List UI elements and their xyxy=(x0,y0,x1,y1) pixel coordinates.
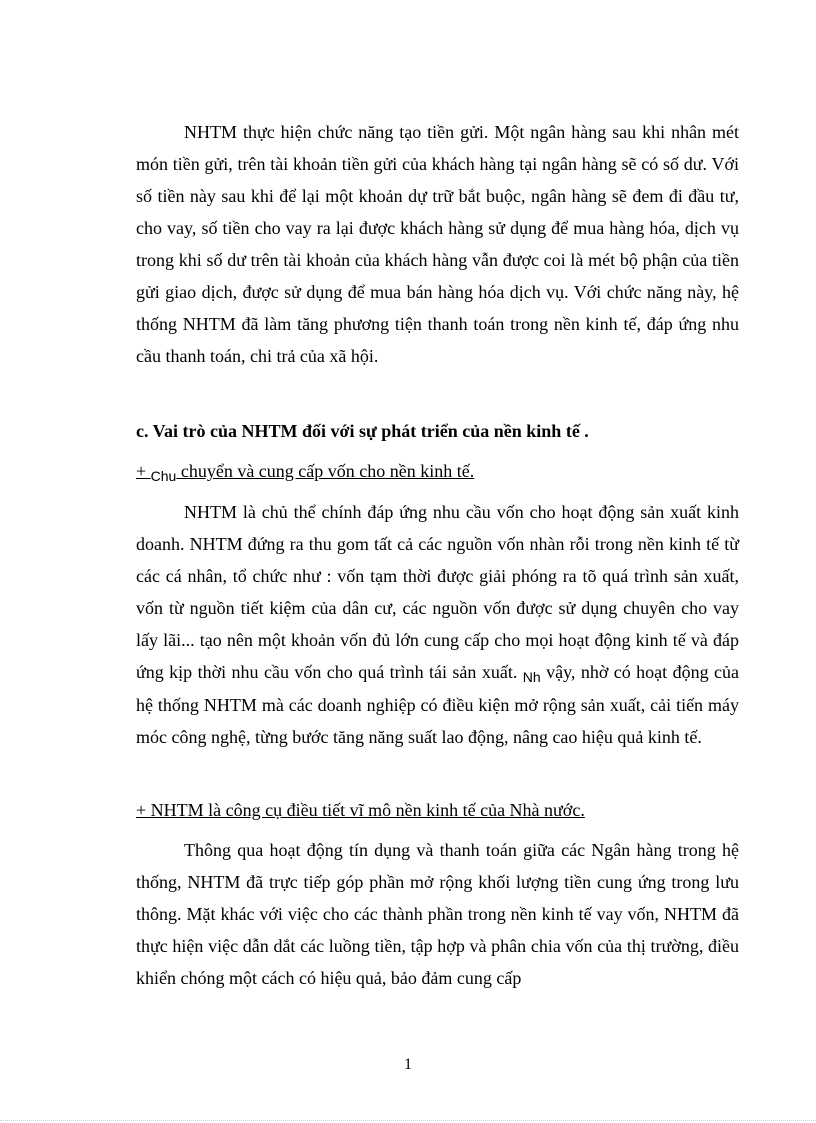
paragraph-deposit-creation: NHTM thực hiện chức năng tạo tiền gửi. Một ngân hàng sau khi nhân mét món tiền gửi, trên tài khoản tiền gửi của khách hàng tại ngân hàng sẽ có số dư. Với số tiền này sau khi để lại một khoản dự trữ bắt buộc, ngân hàng sẽ đem đi đầu tư, cho vay, số tiền cho vay ra lại được khách hàng sử dụng để mua hàng hóa, dịch vụ trong khi số dư trên tài khoản của khách hàng vẫn được coi là mét bộ phận của tiền gửi giao dịch, được sử dụng để mua bán hàng hóa dịch vụ. Với chức năng này, hệ thống NHTM đã làm tăng phương tiện thanh toán trong nền kinh tế, đáp ứng nhu cầu thanh toán, chi trả của xã hội. xyxy=(136,122,739,366)
subheading-prefix: + xyxy=(136,461,151,481)
paragraph-capital-supply xyxy=(136,496,739,753)
subheading-macro-regulation: + NHTM là công cụ điều tiết vĩ mô nền kinh tế của Nhà nước. xyxy=(136,800,585,820)
subheading-rest: chuyển và cung cấp vốn cho nền kinh tế. xyxy=(176,461,475,481)
paragraph-odd-text: Nh xyxy=(522,669,541,685)
subheading-capital-supply xyxy=(136,455,739,488)
paragraph-part2: vậy, nhờ có hoạt động của hệ thống NHTM mà các doanh nghiệp có điều kiện mở rộng sản xuất, cải tiến máy móc công nghệ, từng bước tăng năng suất lao động, nâng cao hiệu quả kinh tế. xyxy=(136,662,739,747)
section-heading-c: c. Vai trò của NHTM đối với sự phát triển của nền kinh tế . xyxy=(136,421,589,441)
paragraph-part1: NHTM là chủ thể chính đáp ứng nhu cầu vốn cho hoạt động sản xuất kinh doanh. NHTM đứng ra thu gom tất cả các nguồn vốn nhàn rỗi trong nền kinh tế từ các cá nhân, tổ chức như : vốn tạm thời được giải phóng ra tõ quá trình sản xuất, vốn từ nguồn tiết kiệm của dân cư, các nguồn vốn được sử dụng chuyên cho vay lấy lãi... tạo nên một khoản vốn đủ lớn cung cấp cho mọi hoạt động kinh tế và đáp ứng kịp thời nhu cầu vốn cho quá trình tái sản xuất. xyxy=(136,502,739,682)
page-number: 1 xyxy=(404,1056,412,1073)
subheading-odd-text: Chu xyxy=(150,468,177,484)
paragraph-macro-regulation: Thông qua hoạt động tín dụng và thanh toán giữa các Ngân hàng trong hệ thống, NHTM đã trực tiếp góp phần mở rộng khối lượng tiền cung ứng trong lưu thông. Mặt khác với việc cho các thành phần trong nền kinh tế vay vốn, NHTM đã thực hiện việc dẫn dắt các luồng tiền, tập hợp và phân chia vốn của thị trường, điều khiển chóng một cách có hiệu quả, bảo đảm cung cấp xyxy=(136,840,739,988)
page-border xyxy=(0,1120,816,1121)
